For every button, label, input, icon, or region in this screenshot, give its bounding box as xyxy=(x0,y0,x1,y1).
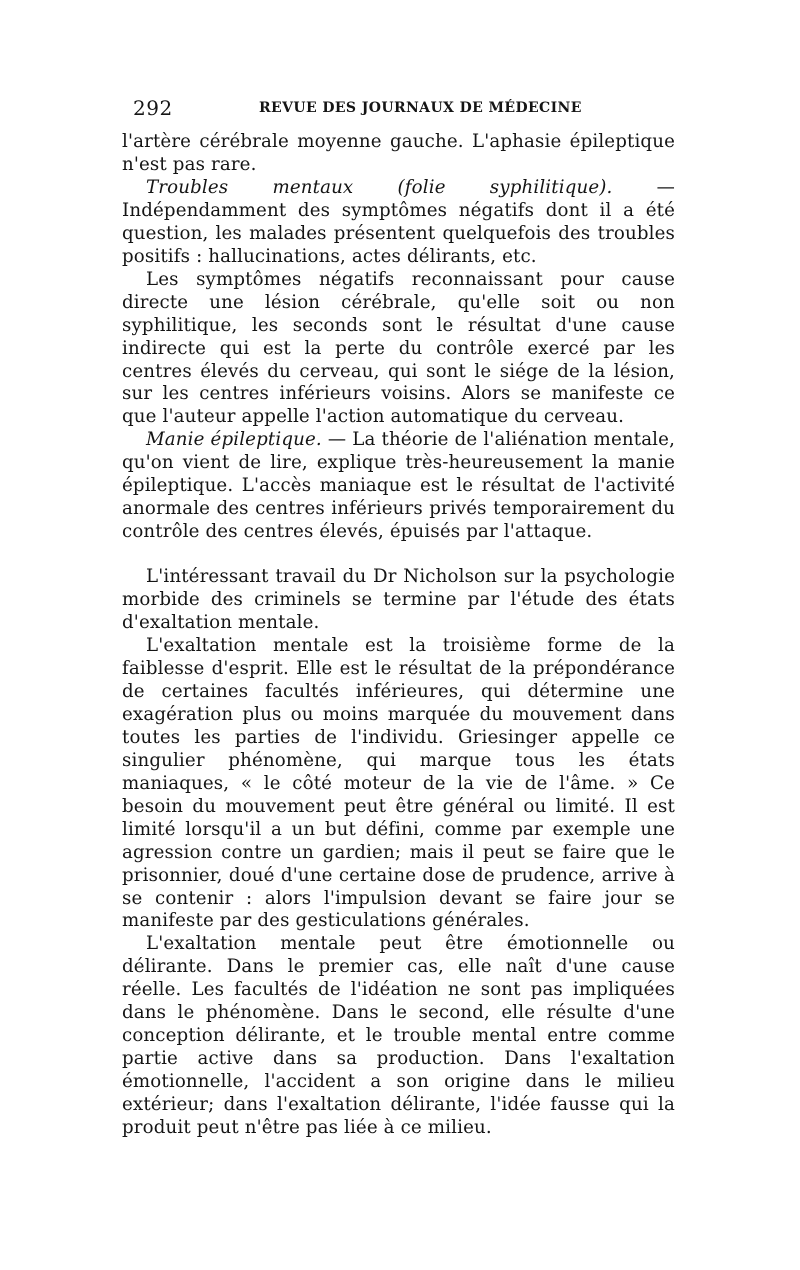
paragraph-troubles-mentaux-text: — Indépendamment des symptômes négatifs dont il a été question, les malades présentent quelquefois des troubles positifs : hallucinations, actes délirants, etc. xyxy=(122,176,675,267)
paragraph-troubles-mentaux xyxy=(122,177,675,269)
paragraph-exaltation-mentale: L'exaltation mentale est la troisième forme de la faiblesse d'esprit. Elle est le résultat de la prépondérance de certaines facultés inférieures, qui détermine une exagération plus ou moins marquée du mouvement dans toutes les parties de l'individu. Griesinger appelle ce singulier phénomène, qui marque tous les états maniaques, « le côté moteur de la vie de l'âme. » Ce besoin du mouvement peut être général ou limité. Il est limité lorsqu'il a un but défini, comme par exemple une agression contre un gardien; mais il peut se faire que le prisonnier, doué d'une certaine dose de prudence, arrive à se contenir : alors l'impulsion devant se faire jour se manifeste par des gesticulations générales. xyxy=(122,635,675,932)
paragraph-aphasie: l'artère cérébrale moyenne gauche. L'aphasie épileptique n'est pas rare. xyxy=(122,131,675,175)
page-number: 292 xyxy=(133,96,173,120)
paragraph-manie-epileptique xyxy=(122,429,675,544)
body-text xyxy=(122,131,675,1140)
section-lead-troubles-mentaux: Troubles mentaux (folie syphilitique). xyxy=(146,176,613,198)
paragraph-symptomes-negatifs: Les symptômes négatifs reconnaissant pour cause directe une lésion cérébrale, qu'elle soit ou non syphilitique, les seconds sont le résultat d'une cause indirecte qui est la perte du contrôle exercé par les centres élevés du cerveau, qui sont le siége de la lésion, sur les centres inférieurs voisins. Alors se manifeste ce que l'auteur appelle l'action automatique du cerveau. xyxy=(122,268,675,428)
paragraph-manie-epileptique-text: — La théorie de l'aliénation mentale, qu'on vient de lire, explique très-heureusement la manie épileptique. L'accès maniaque est le résultat de l'activité anormale des centres inférieurs privés temporairement du contrôle des centres élevés, épuisés par l'attaque. xyxy=(122,429,675,543)
journal-title: REVUE DES JOURNAUX DE MÉDECINE xyxy=(259,100,582,116)
paragraph-nicholson: L'intéressant travail du Dr Nicholson sur la psychologie morbide des criminels se termine par l'étude des états d'exaltation mentale. xyxy=(122,566,675,634)
section-lead-manie-epileptique: Manie épileptique. xyxy=(146,429,322,451)
paragraph-exaltation-emotionnelle: L'exaltation mentale peut être émotionnelle ou délirante. Dans le premier cas, elle naît d'une cause réelle. Les facultés de l'idéation ne sont pas impliquées dans le phénomène. Dans le second, elle résulte d'une conception délirante, et le trouble mental entre comme partie active dans sa production. Dans l'exaltation émotionnelle, l'accident a son origine dans le milieu extérieur; dans l'exaltation délirante, l'idée fausse qui la produit peut n'être pas liée à ce milieu. xyxy=(122,933,675,1139)
running-head xyxy=(133,96,663,120)
